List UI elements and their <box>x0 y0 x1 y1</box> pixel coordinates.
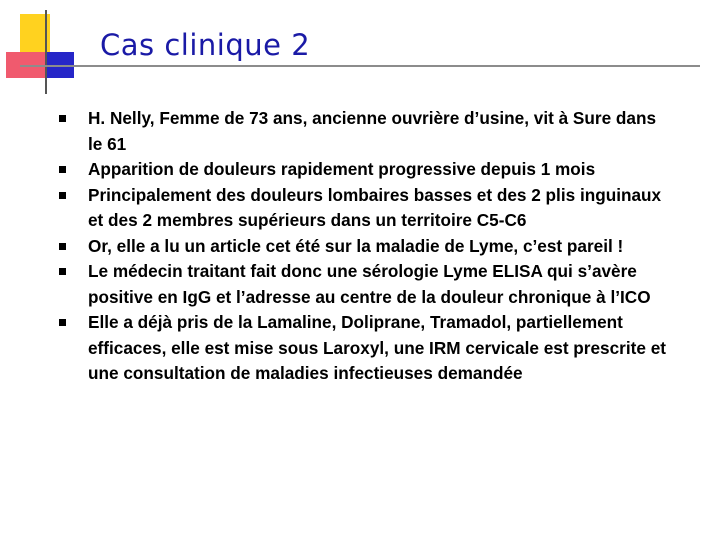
bullet-item <box>88 183 668 234</box>
bullet-square-icon <box>59 268 66 275</box>
bullet-item <box>88 259 668 310</box>
bullet-text: Le médecin traitant fait donc une sérologie Lyme ELISA qui s’avère positive en IgG et l’adresse au centre de la douleur chronique à l’ICO <box>88 261 651 307</box>
bullet-square-icon <box>59 243 66 250</box>
slide-title: Cas clinique 2 <box>100 28 311 62</box>
bullet-text: Principalement des douleurs lombaires basses et des 2 plis inguinaux et des 2 membres supérieurs dans un territoire C5-C6 <box>88 184 662 230</box>
bullet-item <box>88 310 668 387</box>
bullet-list <box>88 106 668 387</box>
bullet-item <box>88 157 668 183</box>
bullet-text: Elle a déjà pris de la Lamaline, Doliprane, Tramadol, partiellement efficaces, elle est mise sous Laroxyl, une IRM cervicale est prescrite et une consultation de maladies infectieuses demandée <box>88 312 666 383</box>
bullet-square-icon <box>59 166 66 173</box>
bullet-square-icon <box>59 319 66 326</box>
bullet-item <box>88 106 668 157</box>
bullet-text: Or, elle a lu un article cet été sur la maladie de Lyme, c’est pareil ! <box>88 235 624 256</box>
bullet-item <box>88 234 668 260</box>
bullet-square-icon <box>59 192 66 199</box>
bullet-text: Apparition de douleurs rapidement progressive depuis 1 mois <box>88 159 596 179</box>
bullet-square-icon <box>59 115 66 122</box>
bullet-text: H. Nelly, Femme de 73 ans, ancienne ouvrière d’usine, vit à Sure dans le 61 <box>88 108 657 154</box>
